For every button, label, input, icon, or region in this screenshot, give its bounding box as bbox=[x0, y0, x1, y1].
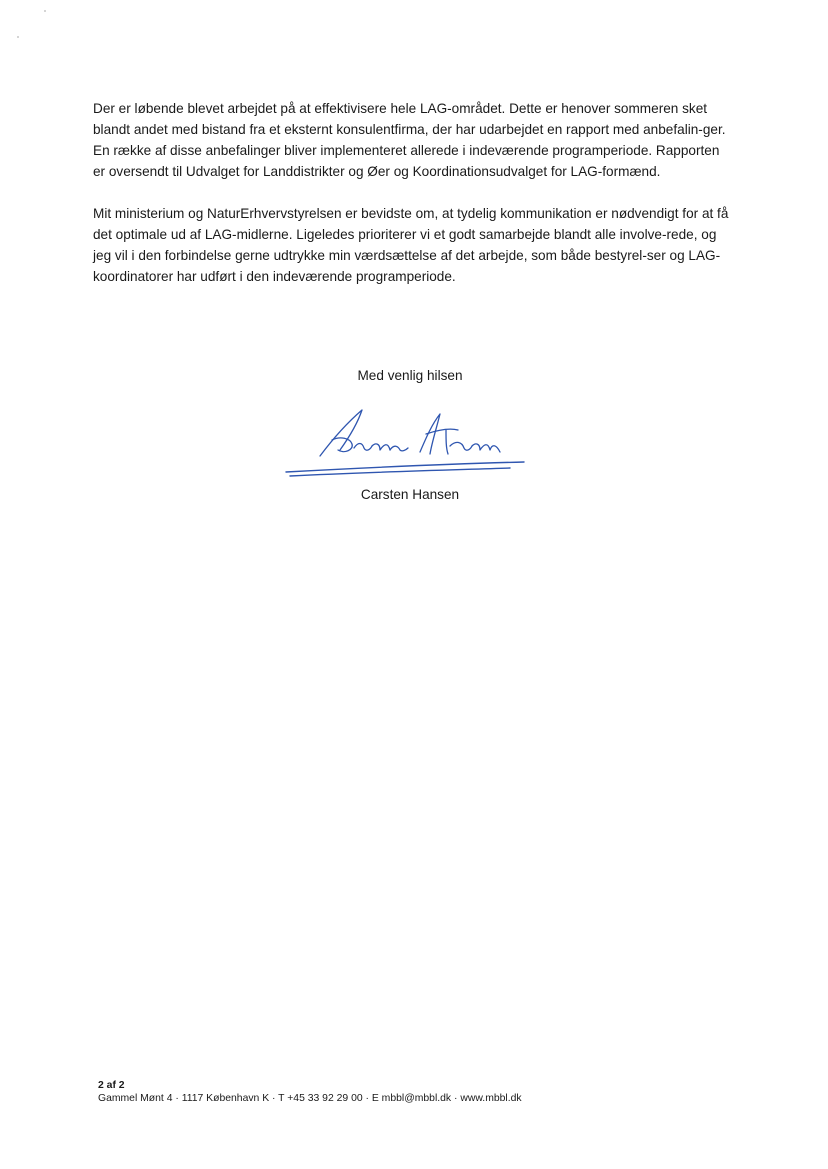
signatory-name: Carsten Hansen bbox=[360, 487, 460, 502]
footer-contact: Gammel Mønt 4 · 1117 København K · T +45 33 92 29 00 · E mbbl@mbbl.dk · www.mbbl.dk bbox=[98, 1093, 522, 1104]
page-footer bbox=[98, 1079, 758, 1105]
closing-greeting: Med venlig hilsen bbox=[357, 368, 463, 383]
body-paragraph-1: Der er løbende blevet arbejdet på at effektivisere hele LAG-området. Dette er henover sommeren sket blandt andet med bistand fra et eksternt konsulentfirma, der har udarbejdet en rapport med anbefalin-ger. En række af disse anbefalinger bliver implementeret allerede i indeværende programperiode. Rapporten er oversendt til Udvalget for Landdistrikter og Øer og Koordinationsudvalget for LAG-formænd. bbox=[93, 101, 726, 179]
handwritten-signature bbox=[280, 400, 530, 480]
body-paragraph-2: Mit ministerium og NaturErhvervstyrelsen er bevidste om, at tydelig kommunikation er nødvendigt for at få det optimale ud af LAG-midlerne. Ligeledes prioriterer vi et godt samarbejde blandt alle involve-rede, og jeg vil i den forbindelse gerne udtrykke min værdsættelse af det arbejde, som både bestyrel-ser og LAG-koordinatorer har udført i den indeværende programperiode. bbox=[93, 206, 729, 284]
letter-body bbox=[93, 98, 733, 308]
page-number: 2 af 2 bbox=[98, 1080, 125, 1091]
scan-speck bbox=[17, 36, 19, 38]
scan-speck bbox=[44, 10, 46, 12]
